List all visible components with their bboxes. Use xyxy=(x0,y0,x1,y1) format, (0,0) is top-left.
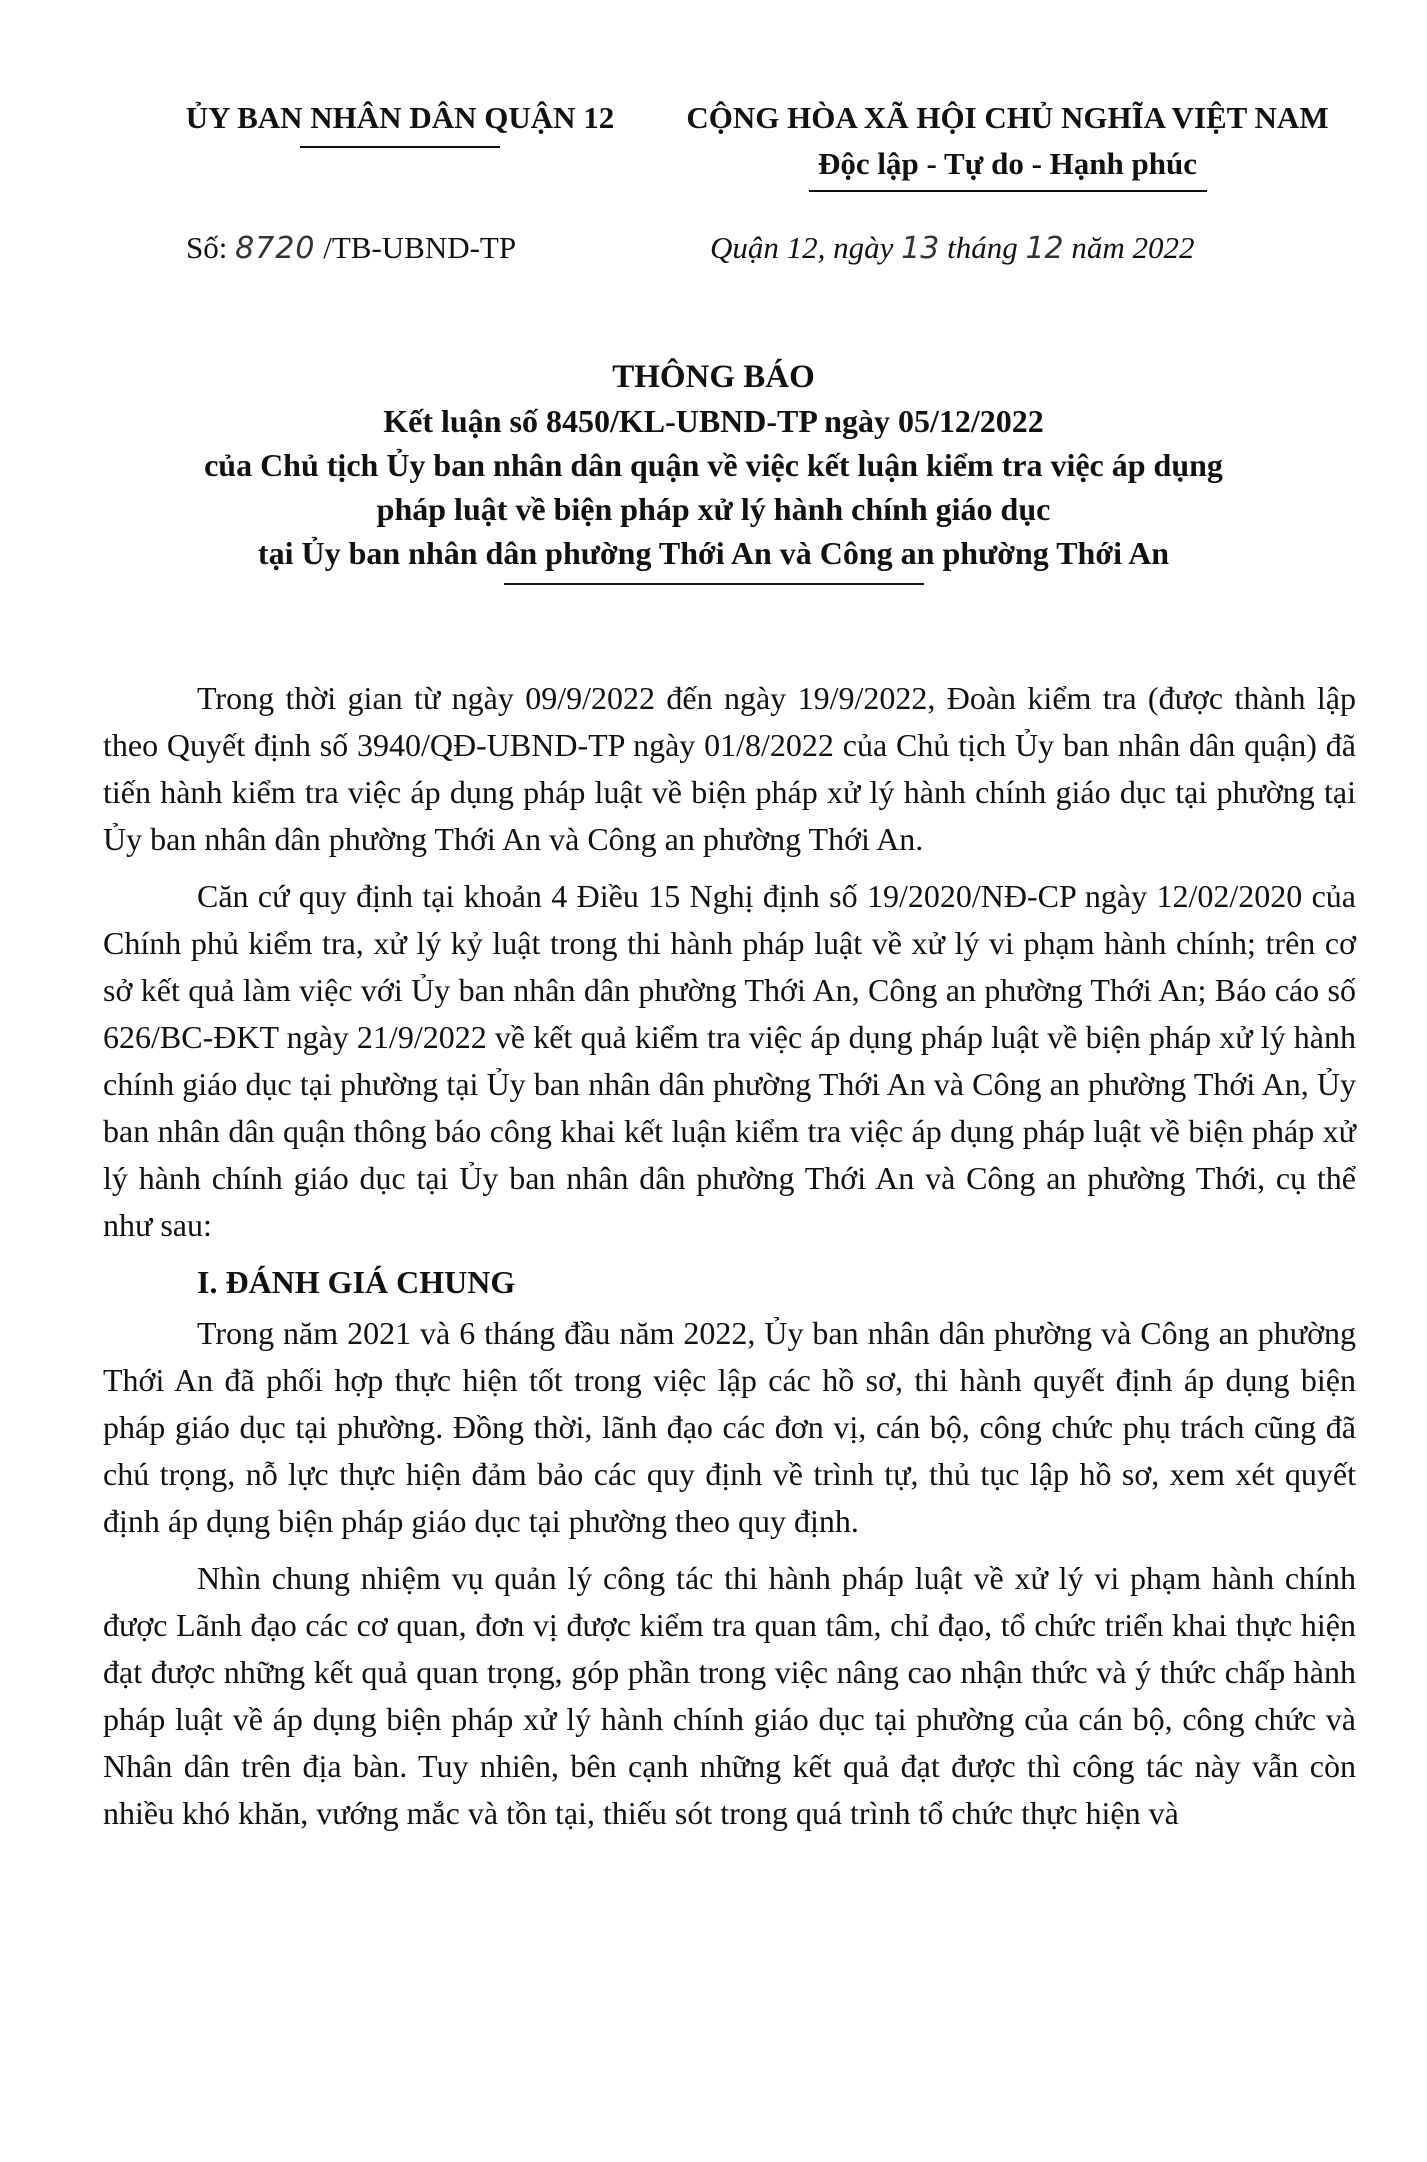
paragraph-4: Nhìn chung nhiệm vụ quản lý công tác thi hành pháp luật về xử lý vi phạm hành chính được Lãnh đạo các cơ quan, đơn vị được kiểm tra quan tâm, chỉ đạo, tổ chức triển khai thực hiện đạt được những kết quả quan trọng, góp phần trong việc nâng cao nhận thức và ý thức chấp hành pháp luật về áp dụng biện pháp xử lý hành chính giáo dục tại phường của cán bộ, công chức và Nhân dân trên địa bàn. Tuy nhiên, bên cạnh những kết quả đạt được thì công tác này vẫn còn nhiều khó khăn, vướng mắc và tồn tại, thiếu sót trong quá trình tổ chức thực hiện và xyxy=(103,1560,1356,1831)
document-header xyxy=(150,100,1360,310)
title-line-1: Kết luận số 8450/KL-UBND-TP ngày 05/12/2022 xyxy=(383,403,1044,439)
agency-underline xyxy=(300,146,500,148)
doc-number-prefix: Số: xyxy=(186,230,228,265)
doc-number-handwritten: 8720 xyxy=(235,231,316,266)
paragraph-3: Trong năm 2021 và 6 tháng đầu năm 2022, Ủy ban nhân dân phường và Công an phường Thới An đã phối hợp thực hiện tốt trong việc lập các hồ sơ, thi hành quyết định áp dụng biện pháp giáo dục tại phường. Đồng thời, lãnh đạo các đơn vị, cán bộ, công chức phụ trách cũng đã chú trọng, nỗ lực thực hiện đảm bảo các quy định về trình tự, thủ tục lập hồ sơ, xem xét quyết định áp dụng biện pháp giáo dục tại phường theo quy định. xyxy=(103,1315,1356,1539)
agency-name: ỦY BAN NHÂN DÂN QUẬN 12 xyxy=(185,100,615,135)
document-body xyxy=(103,675,1356,1847)
date-year: năm 2022 xyxy=(1071,230,1195,265)
document-number xyxy=(186,230,516,266)
paragraph-1: Trong thời gian từ ngày 09/9/2022 đến ngày 19/9/2022, Đoàn kiểm tra (được thành lập theo Quyết định số 3940/QĐ-UBND-TP ngày 01/8/2022 của Chủ tịch Ủy ban nhân dân quận) đã tiến hành kiểm tra việc áp dụng pháp luật về biện pháp xử lý hành chính giáo dục tại phường tại Ủy ban nhân dân phường Thới An và Công an phường Thới An. xyxy=(103,680,1356,857)
doc-number-suffix: /TB-UBND-TP xyxy=(323,230,517,265)
title-line-2: của Chủ tịch Ủy ban nhân dân quận về việc kết luận kiểm tra việc áp dụng xyxy=(204,447,1223,483)
date-day-handwritten: 13 xyxy=(901,231,940,266)
title-main: THÔNG BÁO xyxy=(612,359,815,395)
document-date xyxy=(710,230,1195,266)
date-prefix: Quận 12, ngày xyxy=(710,230,894,265)
paragraph-2: Căn cứ quy định tại khoản 4 Điều 15 Nghị định số 19/2020/NĐ-CP ngày 12/02/2020 của Chính phủ kiểm tra, xử lý kỷ luật trong thi hành pháp luật về xử lý vi phạm hành chính; trên cơ sở kết quả làm việc với Ủy ban nhân dân phường Thới An, Công an phường Thới An; Báo cáo số 626/BC-ĐKT ngày 21/9/2022 về kết quả kiểm tra việc áp dụng pháp luật về biện pháp xử lý hành chính giáo dục tại phường tại Ủy ban nhân dân phường Thới An và Công an phường Thới An, Ủy ban nhân dân quận thông báo công khai kết luận kiểm tra việc áp dụng pháp luật về biện pháp xử lý hành chính giáo dục tại Ủy ban nhân dân phường Thới An và Công an phường Thới, cụ thể như sau: xyxy=(103,878,1356,1243)
nation-name: CỘNG HÒA XÃ HỘI CHỦ NGHĨA VIỆT NAM xyxy=(686,100,1329,135)
title-line-3: pháp luật về biện pháp xử lý hành chính giáo dục xyxy=(376,491,1051,527)
motto-underline xyxy=(809,190,1207,192)
date-month-label: tháng xyxy=(947,230,1018,265)
title-underline xyxy=(504,583,924,585)
title-line-4: tại Ủy ban nhân dân phường Thới An và Công an phường Thới An xyxy=(257,535,1170,571)
national-motto xyxy=(655,100,1360,192)
document-title xyxy=(100,355,1327,585)
nation-motto: Độc lập - Tự do - Hạnh phúc xyxy=(818,146,1197,181)
date-month-handwritten: 12 xyxy=(1025,231,1064,266)
issuing-agency xyxy=(150,100,650,148)
section-heading-1: I. ĐÁNH GIÁ CHUNG xyxy=(197,1264,516,1300)
